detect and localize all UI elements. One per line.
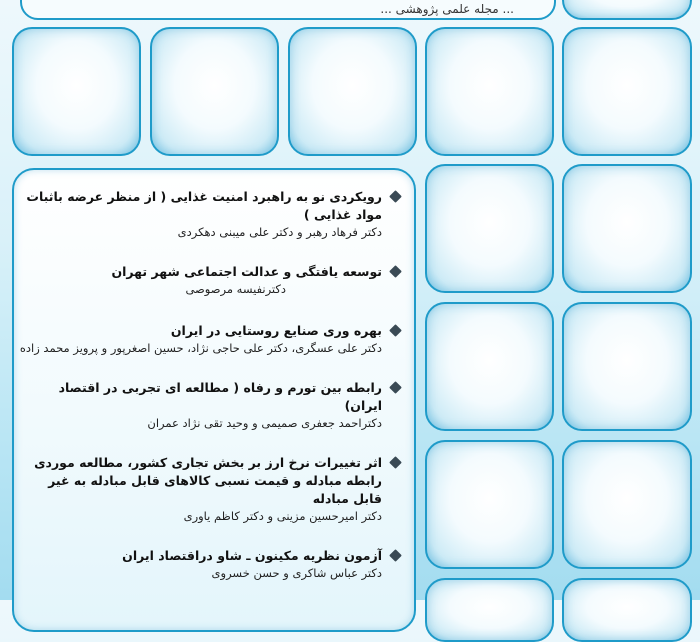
diamond-bullet-icon (389, 549, 402, 562)
diamond-bullet-icon (389, 265, 402, 278)
article-item (18, 188, 400, 241)
tile-r3-c4 (425, 302, 554, 431)
tile-r1-c1 (12, 27, 141, 156)
diamond-bullet-icon (389, 190, 402, 203)
article-authors: دکتراحمد جعفری صمیمی و وحید تقی نژاد عمران (147, 416, 382, 430)
article-authors: دکتر فرهاد رهبر و دکتر علی میبنی دهکردی (177, 225, 382, 239)
article-item (18, 547, 400, 582)
tile-r2-c4 (425, 164, 554, 293)
article-item (18, 322, 400, 357)
article-title: رویکردی نو به راهبرد امنیت غذایی ( از منظر عرضه باثبات مواد غذایی ) (26, 189, 382, 222)
diamond-bullet-icon (389, 381, 402, 394)
article-title: رابطه بین تورم و رفاه ( مطالعه ای تجربی در اقتصاد ایران) (58, 380, 382, 413)
tile-r3-c5 (562, 302, 692, 431)
tile-r5-c5 (562, 578, 692, 642)
tile-r1-c3 (288, 27, 417, 156)
tile-r5-c4 (425, 578, 554, 642)
diamond-bullet-icon (389, 456, 402, 469)
article-title: توسعه یافتگی و عدالت اجتماعی شهر تهران (111, 264, 382, 279)
header-text: ... مجله علمی پژوهشی ... (380, 2, 514, 16)
diamond-bullet-icon (389, 324, 402, 337)
header-bar (20, 0, 556, 20)
tile-top-right (562, 0, 692, 20)
tile-r4-c4 (425, 440, 554, 569)
tile-r1-c5 (562, 27, 692, 156)
article-authors: دکتر علی عسگری، دکتر علی حاجی نژاد، حسین اصغرپور و پرویز محمد زاده (19, 341, 382, 355)
article-title: اثر تغییرات نرخ ارز بر بخش تجاری کشور، مطالعه موردی رابطه مبادله و قیمت نسبی کالاهای قابل مبادله به غیر قابل مبادله (34, 455, 382, 506)
article-authors: دکترنفیسه مرصوصی (185, 282, 286, 296)
article-title: بهره وری صنایع روستایی در ایران (170, 323, 382, 338)
tile-r1-c4 (425, 27, 554, 156)
article-item (18, 379, 400, 432)
article-title: آزمون نظریه مکینون ـ شاو دراقتصاد ایران (122, 548, 382, 563)
article-authors: دکتر عباس شاکری و حسن خسروی (211, 566, 382, 580)
article-item (18, 263, 400, 298)
article-list (18, 188, 400, 582)
article-authors: دکتر امیرحسین مزینی و دکتر کاظم یاوری (183, 509, 382, 523)
tile-r2-c5 (562, 164, 692, 293)
tile-r4-c5 (562, 440, 692, 569)
tile-r1-c2 (150, 27, 279, 156)
article-item (18, 454, 400, 525)
